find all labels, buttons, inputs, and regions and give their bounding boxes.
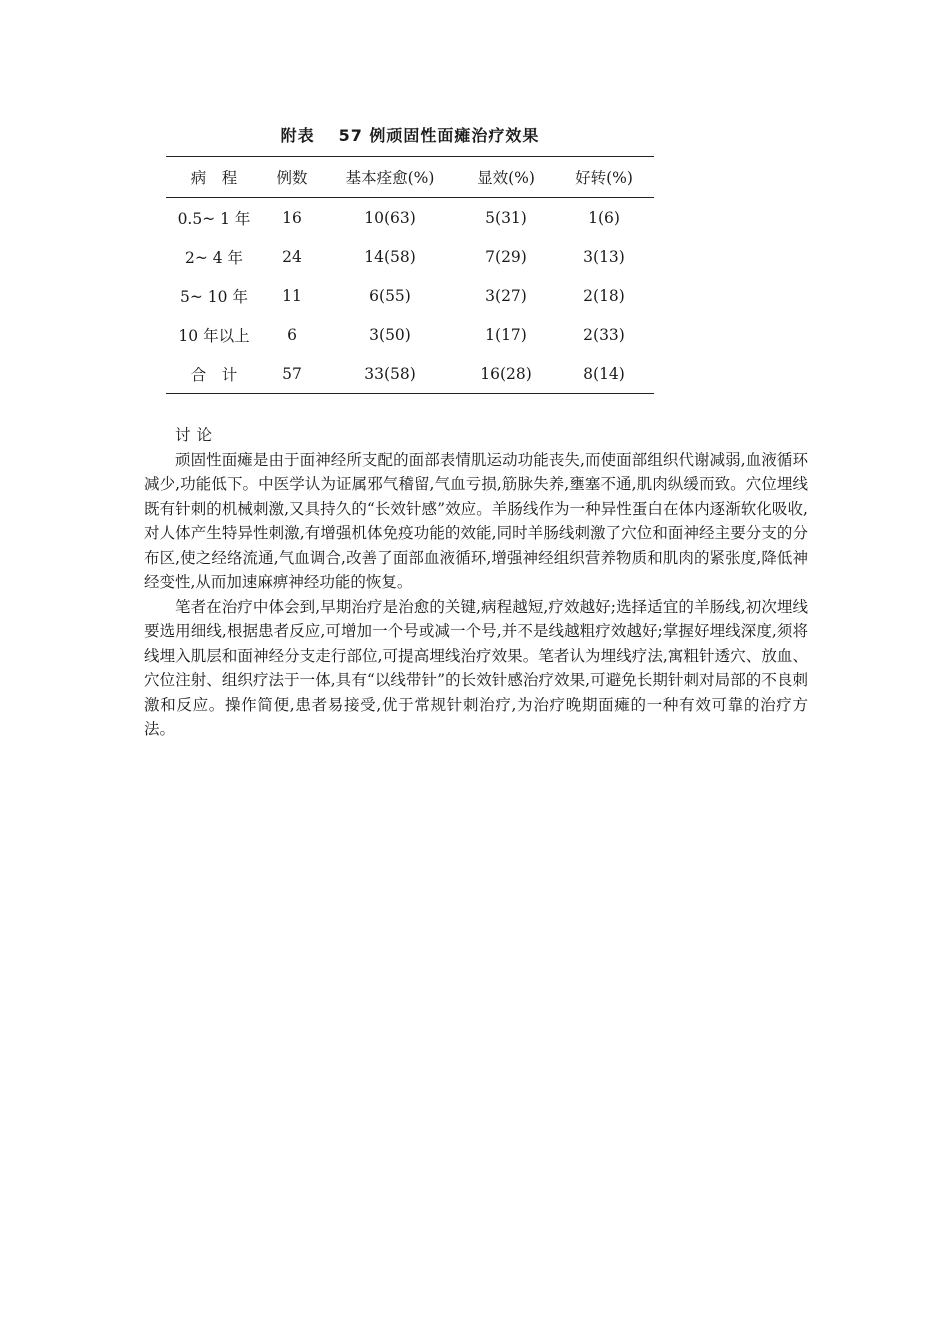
discussion-paragraph: 顽固性面瘫是由于面神经所支配的面部表情肌运动功能丧失,而使面部组织代谢减弱,血液循环减少,功能低下。中医学认为证属邪气稽留,气血亏损,筋脉失养,壅塞不通,肌肉纵缓而致。穴位埋线既有针刺的机械刺激,又具持久的“长效针感”效应。羊肠线作为一种异性蛋白在体内逐渐软化吸收,对人体产生特异性刺激,有增强机体免疫功能的效能,同时羊肠线刺激了穴位和面神经主要分支的分布区,使之经络流通,气血调合,改善了面部血液循环,增强神经组织营养物质和肌肉的紧张度,降低神经变性,从而加速麻痹神经功能的恢复。 xyxy=(144,450,808,591)
table-cell: 10 年以上 xyxy=(178,326,250,345)
table-cell: 2(18) xyxy=(583,286,625,305)
table-row xyxy=(166,315,654,354)
table-row xyxy=(166,276,654,315)
table-cell: 5~ 10 年 xyxy=(180,287,248,306)
header-improved: 好转(%) xyxy=(554,157,654,198)
header-cases: 例数 xyxy=(262,157,322,198)
table-cell: 6(55) xyxy=(369,286,411,305)
table-cell: 1(6) xyxy=(588,208,620,227)
table-row xyxy=(166,237,654,276)
table-cell: 0.5~ 1 年 xyxy=(177,209,251,228)
table-cell: 24 xyxy=(282,247,302,266)
table-cell: 5(31) xyxy=(485,208,527,227)
table-cell: 14(58) xyxy=(364,247,416,266)
table-cell: 3(27) xyxy=(485,286,527,305)
table-cell: 3(50) xyxy=(369,325,411,344)
table-cell: 10(63) xyxy=(364,208,416,227)
table-row xyxy=(166,198,654,238)
discussion-section xyxy=(144,423,808,742)
table-cell: 7(29) xyxy=(485,247,527,266)
discussion-heading: 讨论 xyxy=(175,426,219,444)
header-course: 病 程 xyxy=(166,157,262,198)
header-marked: 显效(%) xyxy=(458,157,554,198)
table-cell: 6 xyxy=(287,325,297,344)
table-cell: 3(13) xyxy=(583,247,625,266)
table-caption-title: 57 例顽固性面瘫治疗效果 xyxy=(338,126,540,145)
discussion-paragraph: 笔者在治疗中体会到,早期治疗是治愈的关键,病程越短,疗效越好;选择适宜的羊肠线,初次埋线要选用细线,根据患者反应,可增加一个号或减一个号,并不是线越粗疗效越好;掌握好埋线深度,须将线埋入肌层和面神经分支走行部位,可提高埋线治疗效果。笔者认为埋线疗法,寓粗针透穴、放血、穴位注射、组织疗法于一体,具有“以线带针”的长效针感治疗效果,可避免长期针刺对局部的不良刺激和反应。操作简便,患者易接受,优于常规针刺治疗,为治疗晚期面瘫的一种有效可靠的治疗方法。 xyxy=(144,597,808,738)
table-cell: 合 计 xyxy=(166,354,262,394)
table-cell: 11 xyxy=(282,286,302,305)
table-cell: 33(58) xyxy=(322,354,458,394)
header-cured: 基本痊愈(%) xyxy=(322,157,458,198)
table-caption-label: 附表 xyxy=(280,126,315,145)
table-cell: 16(28) xyxy=(458,354,554,394)
table-cell: 8(14) xyxy=(554,354,654,394)
table-total-row xyxy=(166,354,654,394)
table-cell: 2~ 4 年 xyxy=(184,248,244,267)
table-caption xyxy=(166,123,654,146)
table-cell: 57 xyxy=(262,354,322,394)
table-cell: 1(17) xyxy=(485,325,527,344)
results-table xyxy=(166,156,654,394)
table-cell: 2(33) xyxy=(583,325,625,344)
table-header-row xyxy=(166,157,654,198)
table-cell: 16 xyxy=(282,208,302,227)
